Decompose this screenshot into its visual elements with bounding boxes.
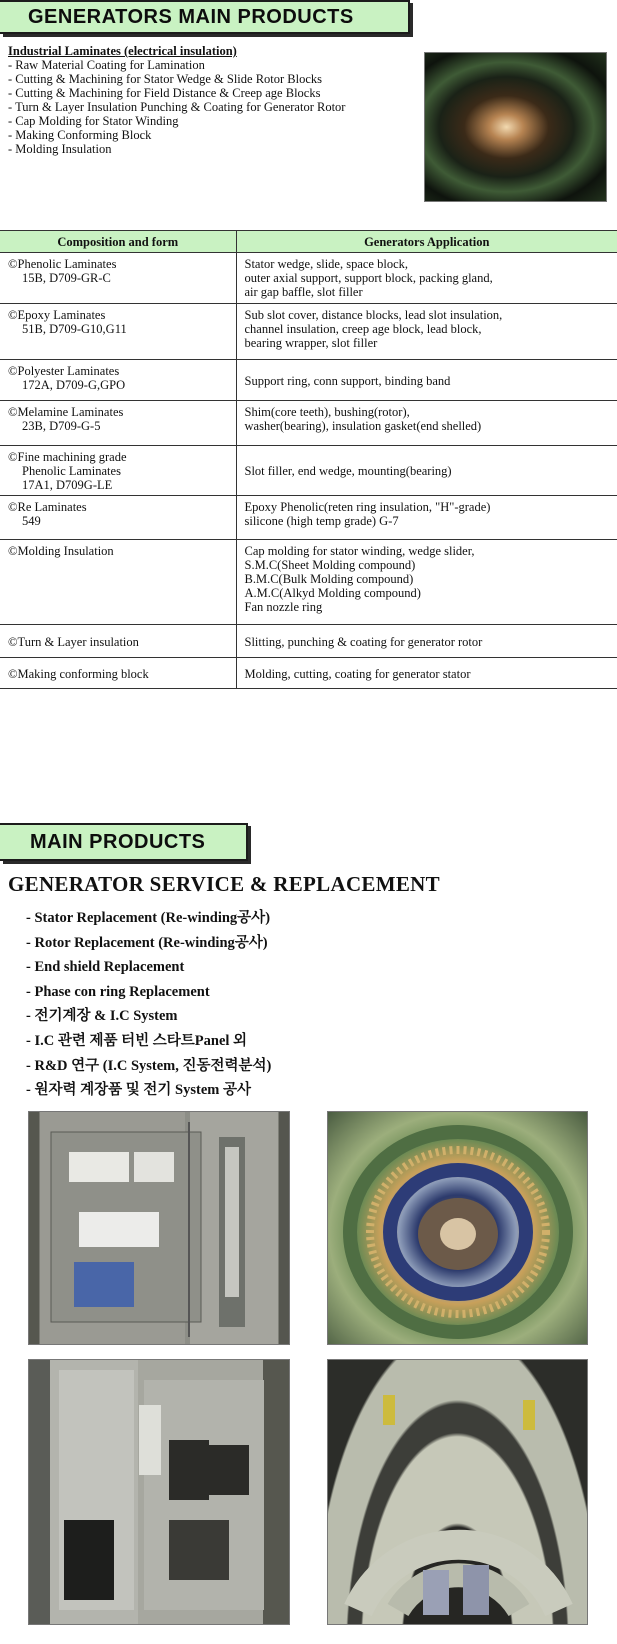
composition-cell	[0, 253, 236, 304]
application-line: B.M.C(Bulk Molding compound)	[244, 572, 414, 586]
relay-panel-drawing	[29, 1360, 290, 1625]
table-row	[0, 360, 617, 401]
banner-title: GENERATORS MAIN PRODUCTS	[28, 5, 354, 28]
intro-item: - Turn & Layer Insulation Punching & Coating for Generator Rotor	[8, 100, 428, 114]
table-row	[0, 540, 617, 625]
composition-name: © Polyester Laminates	[8, 364, 119, 378]
intro-item: - Cap Molding for Stator Winding	[8, 114, 428, 128]
column-header-composition: Composition and form	[0, 231, 236, 253]
application-line: air gap baffle, slot filler	[244, 285, 363, 299]
application-line: A.M.C(Alkyd Molding compound)	[244, 586, 421, 600]
application-line: Molding, cutting, coating for generator stator	[244, 666, 471, 681]
generator-applications-table	[0, 230, 617, 689]
service-item: - I.C 관련 제품 터빈 스타트Panel 외	[26, 1029, 271, 1054]
service-item: - 원자력 계장품 및 전기 System 공사	[26, 1078, 271, 1103]
application-line: outer axial support, support block, packing gland,	[244, 271, 493, 285]
application-line: S.M.C(Sheet Molding compound)	[244, 558, 416, 572]
service-item: - 전기계장 & I.C System	[26, 1004, 271, 1029]
intro-item: - Molding Insulation	[8, 142, 428, 156]
main-products-banner	[0, 823, 248, 861]
application-line: Fan nozzle ring	[244, 600, 323, 614]
service-title: GENERATOR SERVICE & REPLACEMENT	[8, 872, 440, 896]
service-item: - End shield Replacement	[26, 955, 271, 980]
intro-item: - Cutting & Machining for Stator Wedge & Slide Rotor Blocks	[8, 72, 428, 86]
composition-code: 23B, D709-G-5	[22, 419, 101, 433]
application-line: Epoxy Phenolic(reten ring insulation, "H"-grade)	[244, 500, 491, 514]
table-row	[0, 625, 617, 658]
table-header-row	[0, 231, 617, 253]
application-cell	[236, 658, 617, 689]
intro-item: - Cutting & Machining for Field Distance & Creep age Blocks	[8, 86, 428, 100]
table-row	[0, 446, 617, 496]
intro-heading: Industrial Laminates (electrical insulation)	[8, 44, 237, 58]
application-line: washer(bearing), insulation gasket(end shelled)	[244, 419, 482, 433]
application-cell	[236, 625, 617, 658]
application-line: channel insulation, creep age block, lead block,	[244, 322, 482, 336]
application-line: bearing wrapper, slot filler	[244, 336, 378, 350]
composition-cell	[0, 304, 236, 360]
composition-name: © Turn & Layer insulation	[8, 635, 139, 649]
service-item: - Phase con ring Replacement	[26, 980, 271, 1005]
stator-drawing	[328, 1112, 588, 1345]
application-cell	[236, 401, 617, 446]
application-line: Sub slot cover, distance blocks, lead slot insulation,	[244, 308, 503, 322]
application-cell	[236, 253, 617, 304]
composition-cell	[0, 540, 236, 625]
composition-cell	[0, 401, 236, 446]
application-line: silicone (high temp grade) G-7	[244, 514, 399, 528]
service-item: - R&D 연구 (I.C System, 진동전력분석)	[26, 1054, 271, 1079]
composition-code: 549	[22, 514, 41, 528]
table-row	[0, 253, 617, 304]
composition-name: © Fine machining grade	[8, 450, 127, 464]
phase-ring-drawing	[328, 1360, 588, 1625]
intro-item: - Raw Material Coating for Lamination	[8, 58, 428, 72]
intro-block	[8, 44, 428, 156]
composition-name: © Making conforming block	[8, 667, 149, 681]
composition-cell	[0, 446, 236, 496]
control-panel-photo	[28, 1111, 290, 1345]
composition-name: © Molding Insulation	[8, 544, 114, 558]
composition-code: 15B, D709-GR-C	[22, 271, 111, 285]
application-cell	[236, 496, 617, 540]
composition-cell	[0, 496, 236, 540]
application-line: Slitting, punching & coating for generator rotor	[244, 634, 483, 649]
intro-list	[8, 58, 428, 156]
table-row	[0, 401, 617, 446]
table-row	[0, 496, 617, 540]
application-cell	[236, 304, 617, 360]
application-line: Stator wedge, slide, space block,	[244, 257, 408, 271]
composition-name: © Melamine Laminates	[8, 405, 123, 419]
banner-title: MAIN PRODUCTS	[30, 830, 206, 853]
composition-code: Phenolic Laminates	[22, 464, 121, 478]
composition-name: © Epoxy Laminates	[8, 308, 105, 322]
composition-code: 172A, D709-G,GPO	[22, 378, 126, 392]
column-header-application: Generators Application	[236, 231, 617, 253]
composition-code: 17A1, D709G-LE	[22, 478, 113, 492]
service-item: - Rotor Replacement (Re-winding공사)	[26, 931, 271, 956]
composition-cell	[0, 360, 236, 401]
table-row	[0, 304, 617, 360]
control-panel-drawing	[29, 1112, 290, 1345]
application-line: Support ring, conn support, binding band	[244, 373, 451, 388]
generators-main-products-banner	[0, 0, 410, 34]
phase-ring-photo	[327, 1359, 588, 1625]
stator-winding-photo	[327, 1111, 588, 1345]
generator-stator-photo	[424, 52, 607, 202]
application-cell	[236, 360, 617, 401]
application-line: Slot filler, end wedge, mounting(bearing)	[244, 464, 452, 478]
application-line: Shim(core teeth), bushing(rotor),	[244, 405, 410, 419]
application-line: Cap molding for stator winding, wedge slider,	[244, 544, 475, 558]
application-cell	[236, 446, 617, 496]
intro-item: - Making Conforming Block	[8, 128, 428, 142]
composition-cell	[0, 658, 236, 689]
composition-name: © Phenolic Laminates	[8, 257, 116, 271]
table-row	[0, 658, 617, 689]
relay-panel-photo	[28, 1359, 290, 1625]
composition-code: 51B, D709-G10,G11	[22, 322, 127, 336]
composition-name: © Re Laminates	[8, 500, 87, 514]
composition-cell	[0, 625, 236, 658]
application-cell	[236, 540, 617, 625]
service-item: - Stator Replacement (Re-winding공사)	[26, 906, 271, 931]
service-list	[26, 906, 271, 1103]
